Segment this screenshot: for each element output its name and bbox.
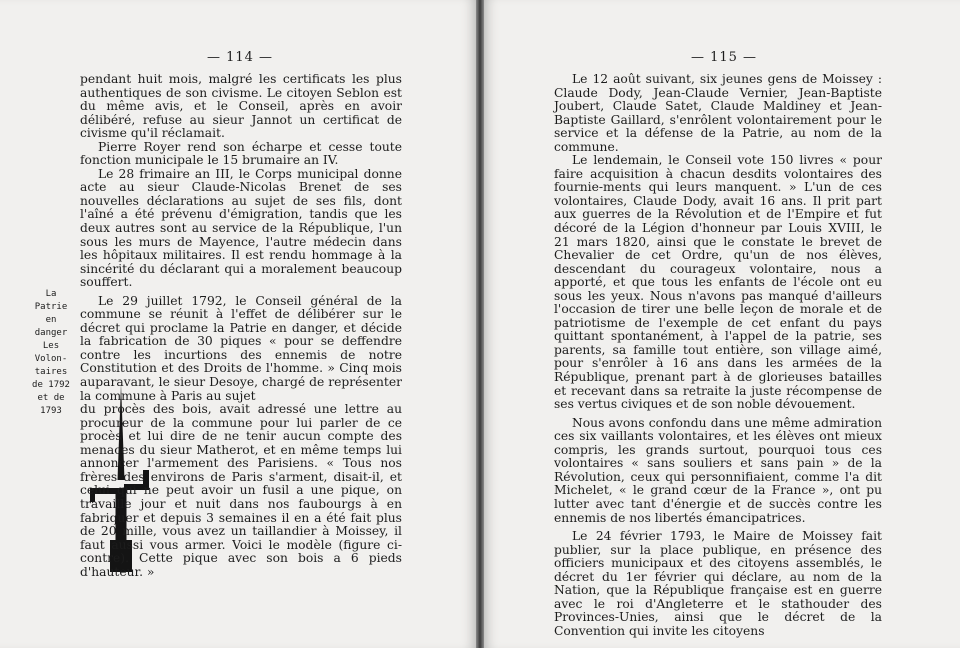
margin-note-line: Les Volon- xyxy=(34,341,68,364)
margin-note-line: 1793 xyxy=(40,406,62,416)
paragraph: Le 24 février 1793, le Maire de Moissey fait publier, sur la place publique, en présence des officiers municipaux et des citoyens assemblés, le décret du 1er février qui déclare, au nom de la Nation, que la République française est en guerre avec le roi d'Angleterre et le stathouder des Provinces-Unies, ainsi que le décret de la Convention qui invite les citoyens xyxy=(554,529,882,638)
margin-note-line: taires xyxy=(34,367,68,377)
left-page-text xyxy=(80,73,402,579)
margin-note-line: de 1792 xyxy=(32,380,70,390)
left-page xyxy=(0,0,476,648)
paragraph: Le 28 frimaire an III, le Corps municipal donne acte au sieur Claude-Nicolas Brenet de ses nouvelles déclarations au sujet de ses fils, dont l'aîné a été prévenu d'émigration, tandis que les deux autres sont au service de la République, l'un sous les murs de Mayence, l'autre médecin dans les hôpitaux militaires. Il est rendu hommage à la sincérité du déclarant qui a moralement beaucoup souffert. xyxy=(80,166,402,290)
right-page xyxy=(484,0,960,648)
margin-note-line: et de xyxy=(37,393,65,403)
right-page-text xyxy=(554,73,882,638)
book-gutter xyxy=(476,0,484,648)
paragraph: Pierre Royer rend son écharpe et cesse toute fonction municipale le 15 brumaire an IV. xyxy=(80,139,402,168)
paragraph: Le lendemain, le Conseil vote 150 livres « pour faire acquisition à chacun desdits volontaires des fournie-ments qui leurs manquent. » L'un de ces volontaires, Claude Dody, avait 16 ans. Il prit part aux guerres de la Révolution et de l'Empire et fut décoré de la Légion d'honneur par Louis XVIII, le 21 mars 1820, ainsi que le constate le brevet de Chevalier de cet Ordre, qu'un de nos élèves, descendant du courageux volontaire, nous a apporté, et que tous les enfants de l'école ont eu sous les yeux. Nous n'avons pas manqué d'ailleurs l'occasion de tirer une belle leçon de morale et de patriotisme de l'exemple de cet enfant du pays quittant spontanément, à l'appel de la patrie, ses parents, sa famille tout entière, son village aimé, pour s'enrôler à 16 ans dans les armées de la République, prenant part à de glorieuses batailles et recevant dans sa retraite la juste récompense de ses vertus civiques et de son noble dévouement. xyxy=(554,153,882,412)
margin-note xyxy=(28,288,74,418)
paragraph: Nous avons confondu dans une même admiration ces six vaillants volontaires, et les élèves ont mieux compris, les grands surtout, pourquoi tous ces volontaires « sans souliers et sans pain » de la Révolution, ceux qui personnifiaient, comme l'a dit Michelet, « le grand cœur de la France », ont pu lutter avec tant d'énergie et de succès contre les ennemis de nos libertés émancipatrices. xyxy=(554,415,882,525)
page-number: — 115 — xyxy=(690,50,758,65)
paragraph: Le 12 août suivant, six jeunes gens de Moissey : Claude Dody, Jean-Claude Vernier, Jean-Baptiste Joubert, Claude Satet, Claude Maldiney et Jean-Baptiste Gaillard, s'enrôlent volontairement pour le service et la défense de la Patrie, au nom de la commune. xyxy=(554,72,882,154)
paragraph: pendant huit mois, malgré les certificats les plus authentiques de son civisme. Le citoyen Seblon est du même avis, et le Conseil, après en avoir délibéré, refuse au sieur Jannot un certificat de civisme qu'il réclamait. xyxy=(80,72,402,141)
margin-note-line: La Patrie xyxy=(34,289,68,312)
page-number: — 114 — xyxy=(206,50,274,65)
margin-note-line: en danger xyxy=(34,315,68,338)
paragraph: du procès des bois, avait adressé une lettre au procureur de la commune pour lui parler de ce procès et lui dire de ne tenir aucun compte des menaces du sieur Matherot, et en même temps lui annoncer l'armement des Parisiens. « Tous nos frères des environs de Paris s'arment, disait-il, et celui qui ne peut avoir un fusil a une pique, on travaille jour et nuit dans nos faubourgs à en fabriquer et depuis 3 semaines il en a été fait plus de 20 mille, vous avez un taillandier à Moissey, il faut aussi vous armer. Voici le modèle (figure ci-contre). Cette pique avec son bois a 6 pieds d'hauteur. » xyxy=(80,402,402,579)
paragraph: Le 29 juillet 1792, le Conseil général de la commune se réunit à l'effet de délibérer sur le décret qui proclame la Patrie en danger, et décide la fabrication de 30 piques « pour se deffendre contre les incurtions des ennemis de notre Constitution et des Droits de l'homme. » Cinq mois auparavant, le sieur Desoye, chargé de représenter la commune à Paris au sujet xyxy=(80,293,402,403)
